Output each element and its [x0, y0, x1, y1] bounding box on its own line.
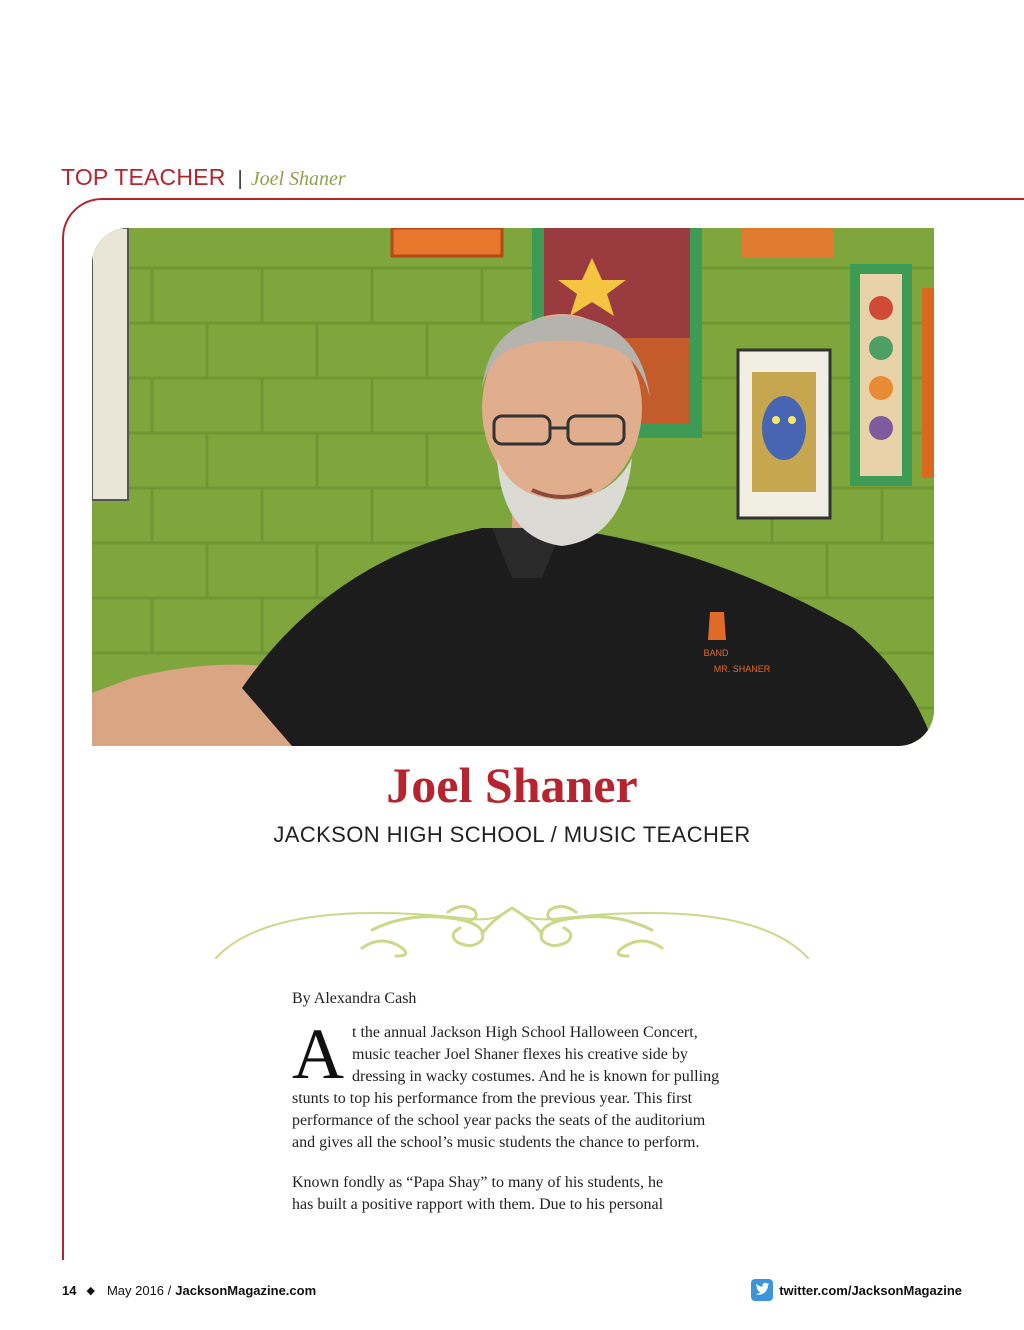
decorative-flourish: [212, 890, 812, 962]
article-paragraph-1: [292, 1014, 752, 1154]
teacher-photo-illustration: [92, 228, 934, 746]
header-teacher-name: Joel Shaner: [250, 168, 346, 190]
page-number: 14: [62, 1283, 77, 1298]
drop-cap: A: [292, 1014, 344, 1094]
article-byline: By Alexandra Cash: [292, 990, 417, 1007]
article-paragraph-2: [292, 1164, 752, 1214]
footer-left: [62, 1283, 316, 1298]
shirt-logo-text-name: MR. SHANER: [713, 664, 771, 674]
text-line: Known fondly as “Papa Shay” to many of his students, he: [292, 1174, 664, 1191]
website-link[interactable]: JacksonMagazine.com: [175, 1283, 317, 1298]
profile-name: Joel Shaner: [386, 757, 638, 813]
teacher-photo: [92, 228, 934, 746]
footer-right: [751, 1279, 962, 1301]
section-header: [61, 164, 346, 196]
text-line: has built a positive rapport with them. Due to his personal: [292, 1196, 664, 1213]
text-line: stunts to top his performance from the previous year. This first: [292, 1090, 693, 1107]
issue-date: May 2016 /: [106, 1283, 172, 1298]
article-body: [292, 1014, 752, 1214]
header-separator: |: [237, 168, 243, 190]
text-line: music teacher Joel Shaner flexes his creative side by: [352, 1046, 688, 1063]
text-line: performance of the school year packs the seats of the auditorium: [292, 1112, 706, 1129]
text-line: and gives all the school’s music students the chance to perform.: [292, 1134, 700, 1151]
diamond-icon: ◆: [86, 1285, 95, 1297]
shirt-logo-text-band: BAND: [703, 648, 729, 658]
text-line: dressing in wacky costumes. And he is known for pulling: [352, 1068, 720, 1085]
profile-role: JACKSON HIGH SCHOOL / MUSIC TEACHER: [273, 822, 751, 847]
shirt-band-logo: [708, 612, 726, 640]
twitter-icon: [751, 1279, 773, 1301]
left-frame: [92, 228, 128, 500]
text-line: t the annual Jackson High School Halloween Concert,: [352, 1024, 698, 1041]
twitter-handle-link[interactable]: twitter.com/JacksonMagazine: [779, 1282, 962, 1298]
section-kicker: TOP TEACHER: [61, 164, 226, 190]
orange-frame: [392, 228, 502, 256]
